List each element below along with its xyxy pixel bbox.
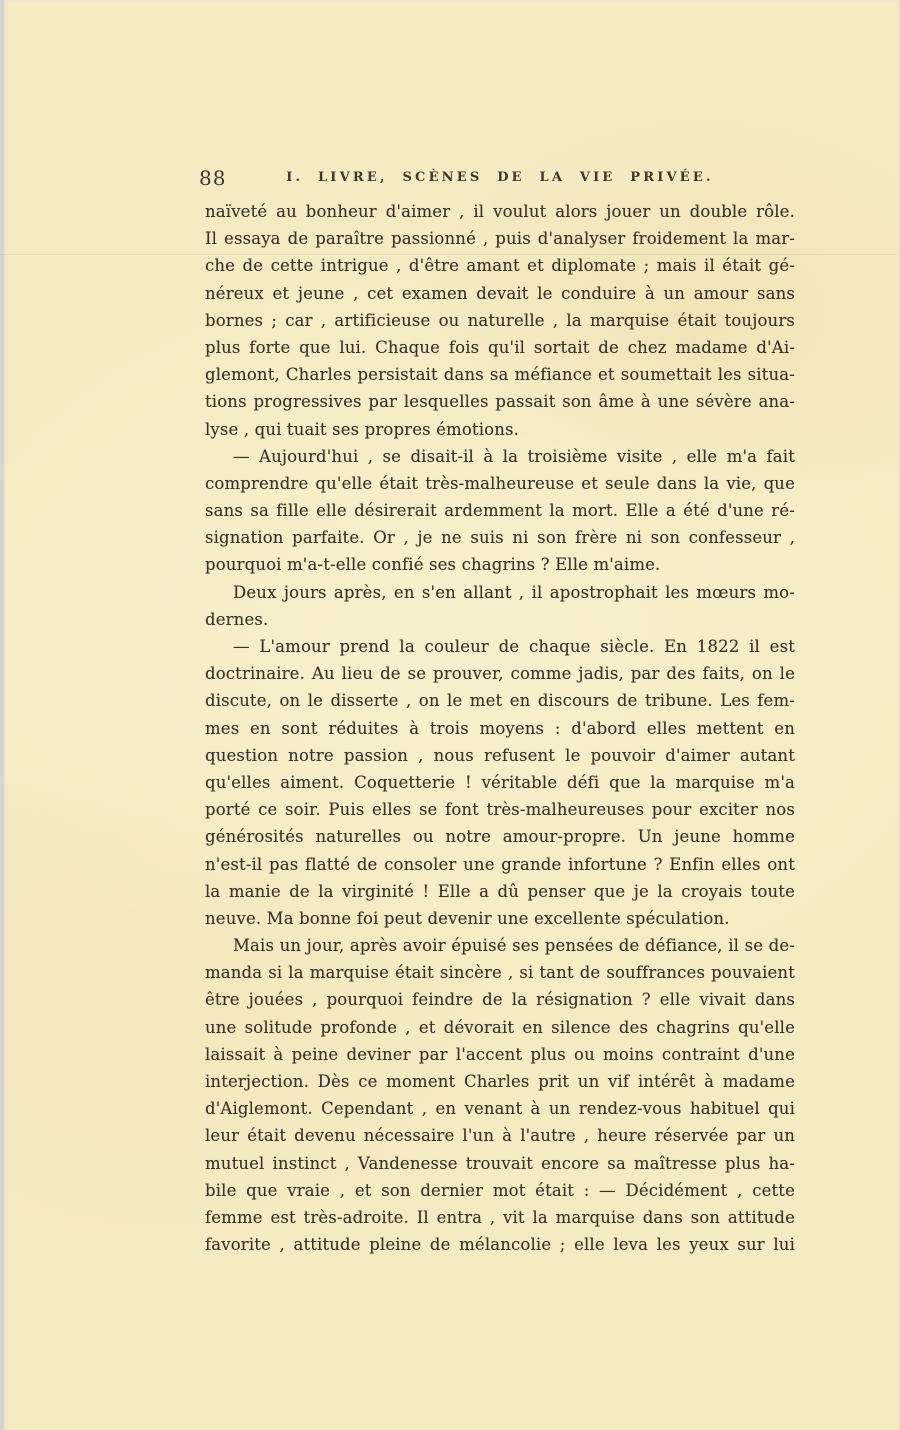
text-line: signation parfaite. Or , je ne suis ni son frère ni son confesseur ,	[205, 528, 795, 548]
text-line: être jouées , pourquoi feindre de la résignation ? elle vivait dans	[205, 990, 795, 1010]
text-line: la manie de la virginité ! Elle a dû penser que je la croyais toute	[205, 881, 795, 901]
text-line: d'Aiglemont. Cependant , en venant à un rendez-vous habituel qui	[205, 1099, 795, 1119]
page-header	[199, 166, 795, 192]
text-line: neuve. Ma bonne foi peut devenir une excellente spéculation.	[205, 908, 730, 928]
text-line: tions progressives par lesquelles passait son âme à une sévère ana-	[205, 392, 795, 412]
text-line: sans sa fille elle désirerait ardemment la mort. Elle a été d'une ré-	[205, 501, 795, 521]
text-line: qu'elles aiment. Coquetterie ! véritable défi que la marquise m'a	[205, 772, 795, 792]
text-line: néreux et jeune , cet examen devait le conduire à un amour sans	[205, 283, 795, 303]
text-line: che de cette intrigue , d'être amant et diplomate ; mais il était gé-	[205, 256, 795, 276]
scan-edge-top	[0, 0, 900, 3]
text-line: porté ce soir. Puis elles se font très-malheureuses pour exciter nos	[205, 800, 795, 820]
text-line: question notre passion , nous refusent le pouvoir d'aimer autant	[205, 745, 795, 765]
text-line: comprendre qu'elle était très-malheureuse et seule dans la vie, que	[205, 473, 795, 493]
text-line: laissait à peine deviner par l'accent plus ou moins contraint d'une	[205, 1044, 795, 1064]
text-line: naïveté au bonheur d'aimer , il voulut alors jouer un double rôle.	[205, 202, 795, 221]
text-line: une solitude profonde , et dévorait en silence des chagrins qu'elle	[205, 1017, 795, 1037]
text-line: femme est très-adroite. Il entra , vit la marquise dans son attitude	[205, 1207, 795, 1227]
text-line: lyse , qui tuait ses propres émotions.	[205, 419, 520, 439]
text-line: générosités naturelles ou notre amour-propre. Un jeune homme	[205, 827, 795, 847]
text-line: — Aujourd'hui , se disait-il à la troisième visite , elle m'a fait	[233, 446, 795, 466]
text-line: discute, on le disserte , on le met en discours de tribune. Les fem-	[205, 691, 795, 711]
scan-edge-left	[0, 0, 5, 1430]
text-line: interjection. Dès ce moment Charles prit un vif intérêt à madame	[205, 1072, 795, 1091]
text-line: mes en sont réduites à trois moyens : d'abord elles mettent en	[205, 718, 795, 738]
text-line: Il essaya de paraître passionné , puis d'analyser froidement la mar-	[205, 229, 795, 249]
text-line: glemont, Charles persistait dans sa méfiance et soumettait les situa-	[205, 365, 795, 385]
page-number: 88	[199, 166, 227, 190]
text-line: manda si la marquise était sincère , si tant de souffrances pouvaient	[205, 963, 795, 983]
text-line: — L'amour prend la couleur de chaque siècle. En 1822 il est	[233, 637, 795, 656]
running-title: I. LIVRE, SCÈNES DE LA VIE PRIVÉE.	[286, 170, 714, 185]
text-line: dernes.	[205, 609, 269, 629]
text-line: favorite , attitude pleine de mélancolie ; elle leva les yeux sur lui	[205, 1235, 795, 1255]
text-line: pourquoi m'a-t-elle confié ses chagrins ? Elle m'aime.	[205, 555, 661, 575]
text-line: bile que vraie , et son dernier mot était : — Décidément , cette	[205, 1180, 795, 1200]
text-line: Mais un jour, après avoir épuisé ses pensées de défiance, il se de-	[233, 936, 795, 956]
text-line: n'est-il pas flatté de consoler une grande infortune ? Enfin elles ont	[205, 854, 795, 874]
text-line: leur était devenu nécessaire l'un à l'autre , heure réservée par un	[205, 1126, 795, 1146]
body-text	[205, 198, 795, 1258]
text-line: Deux jours après, en s'en allant , il apostrophait les mœurs mo-	[233, 582, 795, 602]
text-line: bornes ; car , artificieuse ou naturelle , la marquise était toujours	[205, 310, 795, 330]
text-line: plus forte que lui. Chaque fois qu'il sortait de chez madame d'Ai-	[205, 337, 795, 357]
text-line: mutuel instinct , Vandenesse trouvait encore sa maîtresse plus ha-	[205, 1153, 795, 1173]
text-line: doctrinaire. Au lieu de se prouver, comme jadis, par des faits, on le	[205, 664, 795, 684]
